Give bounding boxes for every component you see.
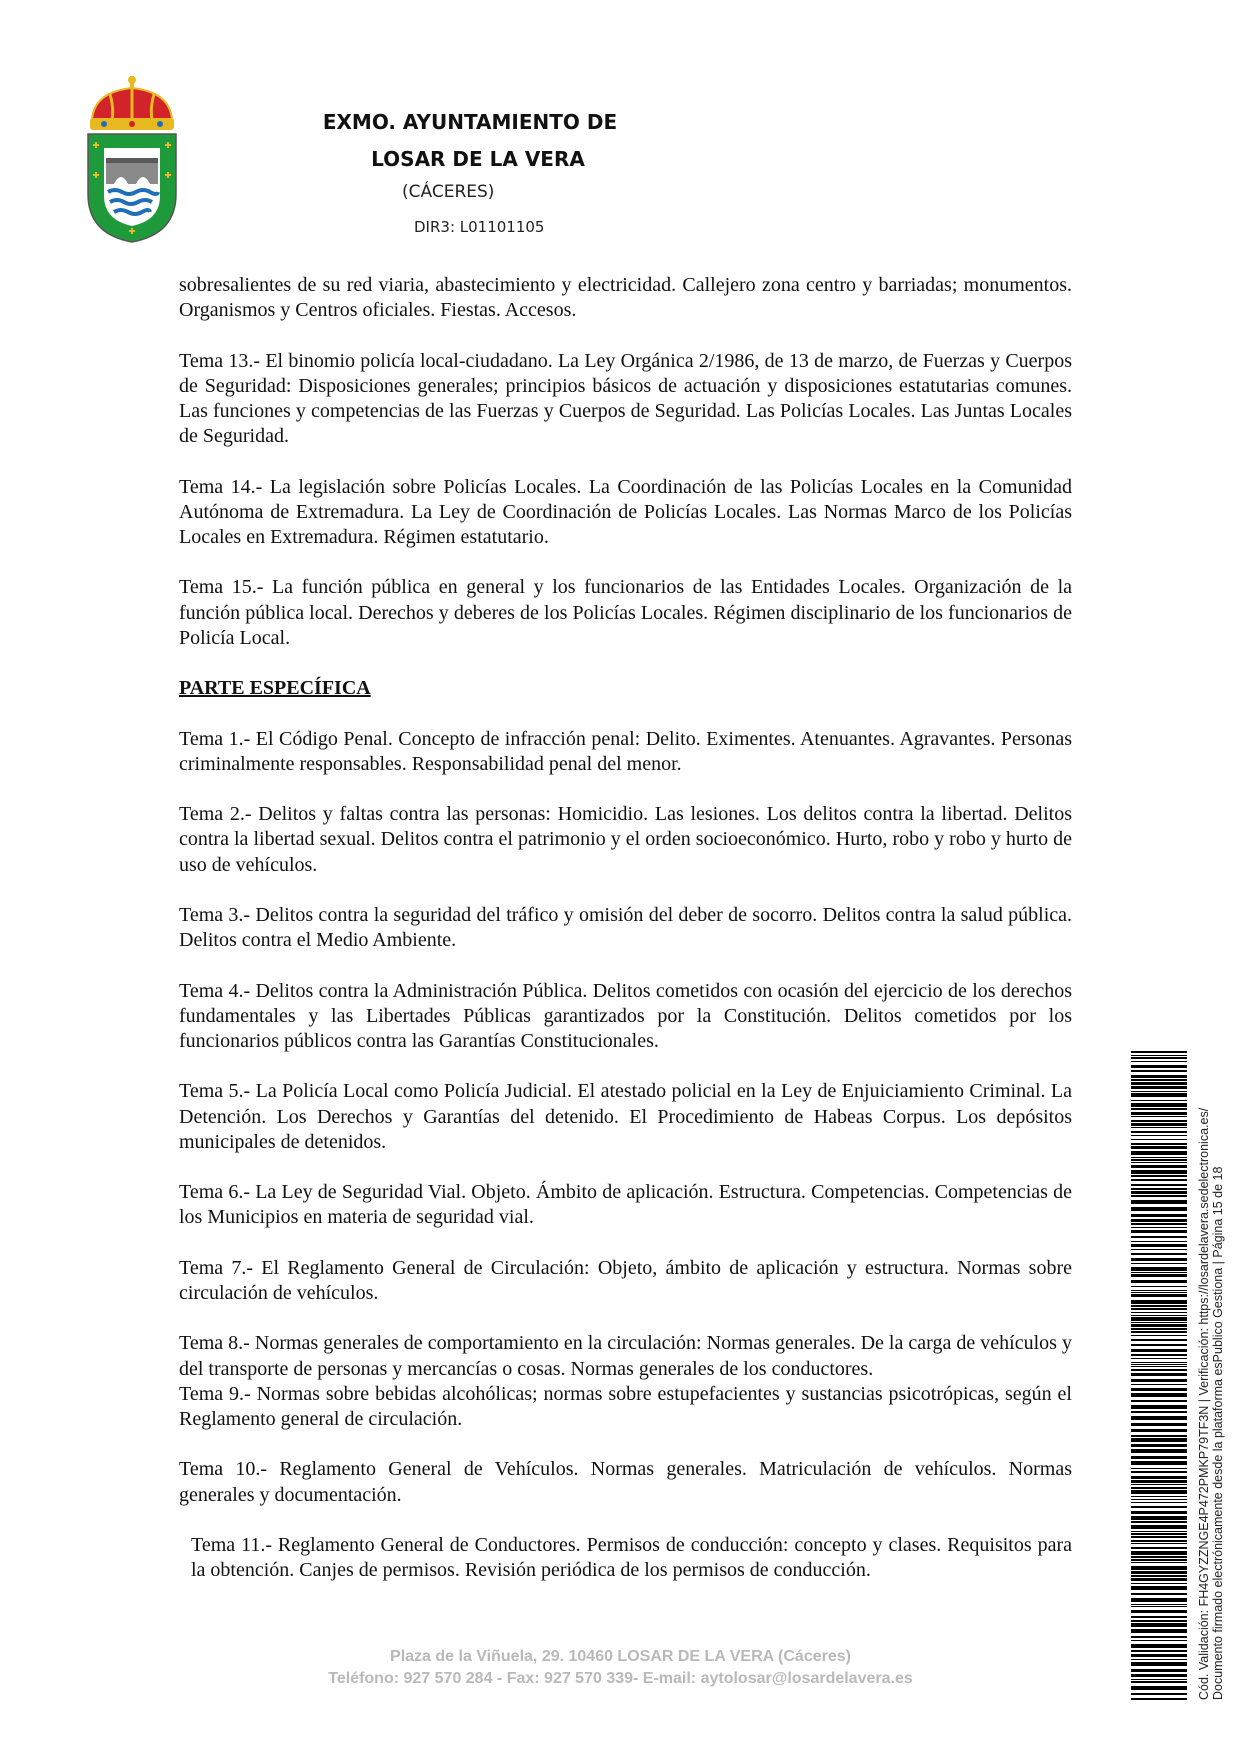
barcode-bar [1131, 1480, 1187, 1483]
barcode-bar [1131, 1151, 1187, 1155]
barcode-bar [1131, 1292, 1187, 1293]
barcode-bar [1131, 1272, 1187, 1273]
barcode-bar [1131, 1679, 1187, 1680]
barcode-bar [1131, 1188, 1187, 1190]
specific-topic-10: Tema 10.- Reglamento General de Vehículos. Normas generales. Matriculación de vehículos. Normas generales y documentación. [179, 1458, 1072, 1506]
barcode-bar [1131, 1308, 1187, 1310]
barcode-bar [1131, 1650, 1187, 1652]
barcode-bar [1131, 1623, 1187, 1627]
barcode-bar [1131, 1384, 1187, 1385]
barcode-bar [1131, 1610, 1187, 1613]
barcode-bar [1131, 1328, 1187, 1330]
specific-topic-5: Tema 5.- La Policía Local como Policía Judicial. El atestado policial en la Ley de Enjuiciamiento Criminal. La Detención. Los Derechos y Garantías del detenido. El Procedimiento de Habeas Corpus. Los depósitos municipales de detenidos. [179, 1080, 1072, 1153]
barcode-bar [1131, 1379, 1187, 1382]
barcode-bar [1131, 1103, 1187, 1107]
general-topic-14: Tema 14.- La legislación sobre Policías Locales. La Coordinación de las Policías Locales en la Comunidad Autónoma de Extremadura. La Ley de Coordinación de Policías Locales. Las Normas Marco de los Policías Locales en Extremadura. Régimen estatutario. [179, 475, 1072, 548]
specific-topic-6: Tema 6.- La Ley de Seguridad Vial. Objeto. Ámbito de aplicación. Estructura. Competencias. Competencias de los Municipios en materia de seguridad vial. [179, 1181, 1072, 1229]
barcode-bar [1131, 1364, 1187, 1365]
barcode-bar [1131, 1506, 1187, 1508]
barcode-bar [1131, 1214, 1187, 1217]
barcode-bar [1131, 1253, 1187, 1255]
barcode-bar [1131, 1086, 1187, 1089]
barcode-bar [1131, 1405, 1187, 1409]
barcode-bar [1131, 1373, 1187, 1376]
barcode-bar [1131, 1241, 1187, 1242]
specific-topic-8: Tema 8.- Normas generales de comportamiento en la circulación: Normas generales. De la carga de vehículos y del transporte de personas y mercancías o cosas. Normas generales de los conductores. [179, 1332, 1072, 1380]
barcode-bar [1131, 1263, 1187, 1264]
barcode-bar [1131, 1227, 1187, 1228]
barcode-bar [1131, 1354, 1187, 1356]
barcode-bar [1131, 1300, 1187, 1304]
barcode-bar [1131, 1116, 1187, 1117]
barcode-bar [1131, 1490, 1187, 1494]
barcode-bar [1131, 1184, 1187, 1186]
barcode-bar [1131, 1127, 1187, 1128]
barcode-bar [1131, 1556, 1187, 1558]
barcode-bar [1131, 1339, 1187, 1341]
barcode-bar [1131, 1484, 1187, 1485]
barcode-bar [1131, 1157, 1187, 1158]
barcode-bar [1131, 1681, 1187, 1683]
barcode-bar [1131, 1686, 1187, 1690]
verification-text [1197, 1060, 1225, 1700]
barcode-bar [1131, 1200, 1187, 1204]
barcode-bar [1131, 1423, 1187, 1426]
barcode-bar [1131, 1536, 1187, 1538]
barcode-bar [1131, 1091, 1187, 1092]
general-topic-15: Tema 15.- La función pública en general y los funcionarios de las Entidades Locales. Organización de la función pública local. Derechos y deberes de los Policías Locales. Régimen disciplinario de los funcionarios de Policía Local. [179, 576, 1072, 649]
barcode-bar [1131, 1065, 1187, 1068]
barcode-bar [1131, 1393, 1187, 1397]
barcode-bar [1131, 1471, 1187, 1473]
org-title-line1: EXMO. AYUNTAMIENTO DE [322, 110, 618, 134]
barcode-bar [1131, 1100, 1187, 1101]
barcode-bar [1131, 1571, 1187, 1574]
barcode-bar [1131, 1644, 1187, 1648]
barcode-bar [1131, 1435, 1187, 1437]
barcode-bar [1131, 1516, 1187, 1520]
barcode-bar [1131, 1159, 1187, 1161]
barcode-bar [1131, 1274, 1187, 1277]
barcode-bar [1131, 1331, 1187, 1333]
document-body [179, 273, 1072, 1609]
barcode-bar [1131, 1586, 1187, 1590]
verification-line-1: Cód. Validación: FH4GYZZNGE4P472PMKP79TF3N | Verificación: https://losardelavera.sedelectronica.es/ [1197, 1107, 1211, 1700]
barcode-bar [1131, 1598, 1187, 1602]
barcode-bar [1131, 1604, 1187, 1605]
specific-topic-3: Tema 3.- Delitos contra la seguridad del tráfico y omisión del deber de socorro. Delitos contra la salud pública. Delitos contra el Medio Ambiente. [179, 903, 1072, 952]
barcode-bar [1131, 1669, 1187, 1672]
barcode-bar [1131, 1305, 1187, 1307]
barcode-bar [1131, 1496, 1187, 1497]
barcode-bar [1131, 1267, 1187, 1271]
barcode-bar [1131, 1057, 1187, 1059]
barcode-bar [1131, 1362, 1187, 1363]
barcode-bar [1131, 1674, 1187, 1677]
barcode-bar [1131, 1093, 1187, 1097]
barcode-bar [1131, 1654, 1187, 1657]
barcode-bar [1131, 1236, 1187, 1238]
barcode-bar [1131, 1540, 1187, 1542]
barcode-bar [1131, 1146, 1187, 1149]
barcode-bar [1131, 1511, 1187, 1514]
section-heading: PARTE ESPECÍFICA [179, 677, 371, 700]
barcode-bar [1131, 1195, 1187, 1197]
barcode-bar [1131, 1358, 1187, 1359]
barcode-bar [1131, 1162, 1187, 1163]
barcode-bar [1131, 1244, 1187, 1247]
barcode-bar [1131, 1051, 1187, 1053]
barcode-bar [1131, 1438, 1187, 1442]
barcode-bar [1131, 1082, 1187, 1085]
barcode-bar [1131, 1562, 1187, 1563]
barcode-bar [1131, 1055, 1187, 1056]
general-topic-13: Tema 13.- El binomio policía local-ciudadano. La Ley Orgánica 2/1986, de 13 de marzo, de Fuerzas y Cuerpos de Seguridad: Disposiciones generales; principios básicos de actuación y disposiciones estatutarias comunes. Las funciones y competencias de las Fuerzas y Cuerpos de Seguridad. Las Policías Locales. Las Juntas Locales de Seguridad. [179, 349, 1072, 448]
barcode-bar [1131, 1286, 1187, 1287]
barcode-bar [1131, 1191, 1187, 1194]
barcode-bar [1131, 1324, 1187, 1327]
barcode-bar [1131, 1499, 1187, 1500]
barcode-bar [1131, 1456, 1187, 1459]
barcode-bar [1131, 1317, 1187, 1321]
barcode-bar [1131, 1559, 1187, 1561]
barcode-bar [1131, 1388, 1187, 1391]
barcode-bar [1131, 1662, 1187, 1666]
footer-address: Plaza de la Viñuela, 29. 10460 LOSAR DE LA VERA (Cáceres) [390, 1648, 851, 1665]
intro-paragraph: sobresalientes de su red viaria, abastecimiento y electricidad. Callejero zona centro y barriadas; monumentos. Organismos y Centros oficiales. Fiestas. Accesos. [179, 274, 1072, 322]
barcode-bar [1131, 1476, 1187, 1479]
barcode-bar [1131, 1400, 1187, 1402]
barcode-bar [1131, 1533, 1187, 1535]
barcode-bar [1131, 1525, 1187, 1529]
barcode-bar [1131, 1070, 1187, 1072]
barcode-bar [1131, 1502, 1187, 1503]
footer-contact: Teléfono: 927 570 284 - Fax: 927 570 339- E-mail: aytolosar@losardelavera.es [328, 1670, 913, 1687]
barcode-bar [1131, 1230, 1187, 1233]
barcode-bar [1131, 1487, 1187, 1489]
barcode-bar [1131, 1139, 1187, 1140]
specific-topic-1: Tema 1.- El Código Penal. Concepto de infracción penal: Delito. Eximentes. Atenuantes. Agravantes. Personas criminalmente responsables. Responsabilidad penal del menor. [179, 727, 1072, 775]
verification-line-2: Documento firmado electrónicamente desde la plataforma esPublico Gestiona | Página 15 de 18 [1211, 1166, 1225, 1700]
barcode-bar [1131, 1366, 1187, 1367]
barcode-bar [1131, 1659, 1187, 1660]
barcode-bar [1131, 1566, 1187, 1570]
barcode-bar [1131, 1547, 1187, 1549]
barcode-bar [1131, 1629, 1187, 1633]
barcode-bar [1131, 1280, 1187, 1283]
barcode-bar [1131, 1075, 1187, 1078]
barcode-bar [1131, 1461, 1187, 1465]
barcode-bar [1131, 1521, 1187, 1523]
barcode-bar [1131, 1640, 1187, 1641]
barcode-bar [1131, 1606, 1187, 1607]
barcode-bar [1131, 1543, 1187, 1544]
barcode-bar [1131, 1322, 1187, 1323]
barcode-bar [1131, 1578, 1187, 1581]
barcode-bar [1131, 1112, 1187, 1115]
barcode-bar [1131, 1411, 1187, 1413]
barcode-bar [1131, 1575, 1187, 1577]
specific-topic-9: Tema 9.- Normas sobre bebidas alcohólicas; normas sobre estupefacientes y sustancias psicotrópicas, según el Reglamento general de circulación. [179, 1382, 1072, 1430]
barcode-bar [1131, 1175, 1187, 1177]
barcode-bar [1131, 1179, 1187, 1181]
specific-topic-11: Tema 11.- Reglamento General de Conductores. Permisos de conducción: concepto y clases. Requisitos para la obtención. Canjes de permisos. Revisión periódica de los permisos de conducción. [191, 1533, 1072, 1582]
barcode-bar [1131, 1108, 1187, 1110]
barcode-bar [1131, 1249, 1187, 1250]
barcode-bar [1131, 1131, 1187, 1133]
barcode-bar [1131, 1223, 1187, 1225]
barcode-bar [1131, 1349, 1187, 1352]
barcode-bar [1131, 1531, 1187, 1532]
specific-topic-2: Tema 2.- Delitos y faltas contra las personas: Homicidio. Las lesiones. Los delitos contra la libertad. Delitos contra la libertad sexual. Delitos contra el patrimonio y el orden socioeconómico. Hurto, robo y robo y hurto de uso de vehículos. [179, 803, 1072, 876]
barcode-bar [1131, 1079, 1187, 1081]
barcode-bar [1131, 1335, 1187, 1336]
barcode-bar [1131, 1123, 1187, 1126]
barcode-bar [1131, 1636, 1187, 1638]
barcode-bar [1131, 1429, 1187, 1432]
org-title-line2: LOSAR DE LA VERA [371, 147, 585, 171]
barcode-bar [1131, 1620, 1187, 1622]
barcode-bar [1131, 1143, 1187, 1145]
barcode-bar [1131, 1593, 1187, 1595]
specific-topic-4: Tema 4.- Delitos contra la Administración Pública. Delitos cometidos con ocasión del ejercicio de los derechos fundamentales y las Libertades Públicas garantizados por la Constitución. Delitos cometidos por los funcionarios públicos contra las Garantías Constitucionales. [179, 979, 1072, 1052]
barcode-bar [1131, 1693, 1187, 1695]
barcode-bar [1131, 1207, 1187, 1211]
barcode-bar [1131, 1312, 1187, 1313]
validation-barcode [1131, 1051, 1187, 1701]
barcode-bar [1131, 1294, 1187, 1297]
barcode-bar [1131, 1698, 1187, 1700]
barcode-bar [1131, 1165, 1187, 1168]
barcode-bar [1131, 1290, 1187, 1291]
barcode-bar [1131, 1170, 1187, 1174]
barcode-bar [1131, 1258, 1187, 1261]
barcode-bar [1131, 1468, 1187, 1469]
barcode-bar [1131, 1315, 1187, 1316]
barcode-bar [1131, 1449, 1187, 1453]
barcode-bar [1131, 1416, 1187, 1420]
barcode-bar [1131, 1344, 1187, 1346]
barcode-bar [1131, 1135, 1187, 1136]
barcode-bar [1131, 1061, 1187, 1062]
barcode-bar [1131, 1551, 1187, 1555]
barcode-bar [1131, 1583, 1187, 1584]
barcode-bar [1131, 1120, 1187, 1122]
dir3-code: DIR3: L01101105 [414, 218, 545, 236]
barcode-bar [1131, 1219, 1187, 1222]
barcode-bar [1131, 1369, 1187, 1371]
province-label: (CÁCERES) [402, 182, 495, 202]
specific-topic-7: Tema 7.- El Reglamento General de Circulación: Objeto, ámbito de aplicación y estructura. Normas sobre circulación de vehículos. [179, 1256, 1072, 1304]
barcode-bar [1131, 1444, 1187, 1447]
barcode-bar [1131, 1616, 1187, 1618]
